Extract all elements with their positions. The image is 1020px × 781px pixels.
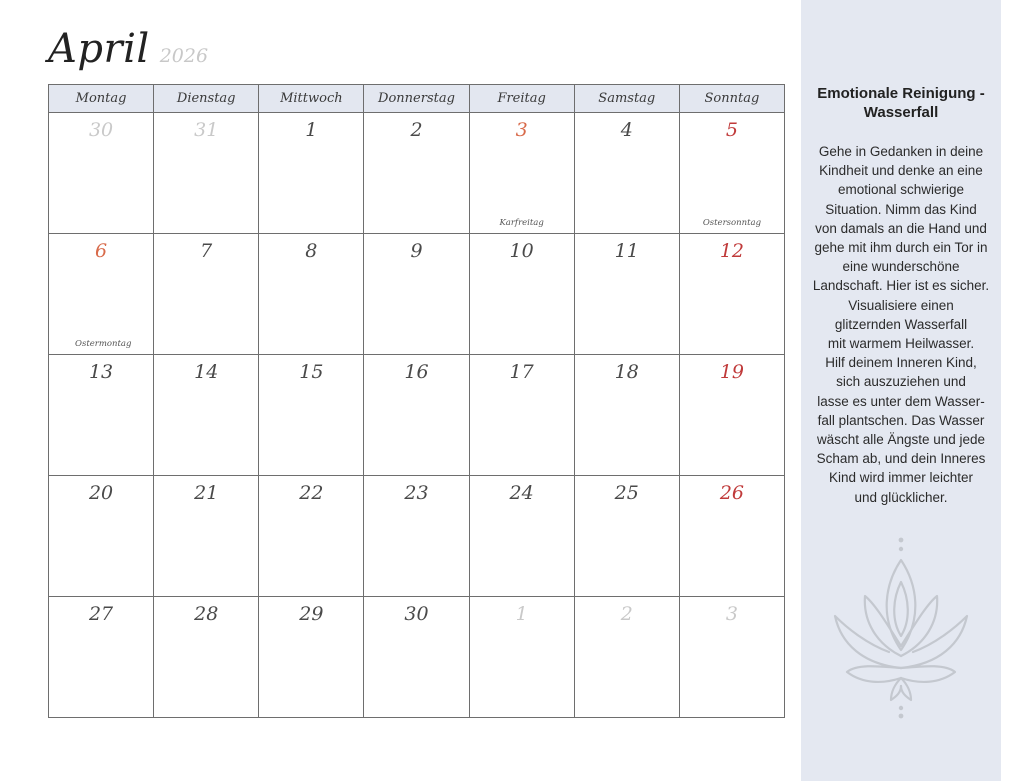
week-row — [49, 113, 785, 234]
exercise-text-line: Hilf deinem Inneren Kind, — [825, 355, 977, 371]
day-cell — [49, 113, 154, 234]
day-cell — [364, 355, 469, 476]
day-cell — [364, 113, 469, 234]
exercise-text-line: und glücklicher. — [854, 489, 948, 505]
exercise-text-line: emotional schwierige — [837, 182, 965, 198]
day-number: 20 — [88, 482, 114, 504]
exercise-text-line: Kindheit und denke an eine — [819, 163, 983, 179]
exercise-text-line: wäscht alle Ängste und jede — [816, 432, 986, 448]
day-number: 24 — [509, 482, 534, 504]
day-number: 3 — [515, 119, 528, 141]
day-cell — [679, 113, 784, 234]
weekday-header: Dienstag — [154, 85, 259, 113]
day-cell — [679, 476, 784, 597]
exercise-text-line: Situation. Nimm das Kind — [825, 201, 977, 217]
week-row — [49, 476, 785, 597]
day-cell — [469, 476, 574, 597]
day-number: 15 — [299, 361, 324, 383]
exercise-text-line: Visualisiere einen — [848, 297, 954, 313]
exercise-text-line: lasse es unter dem Wasser- — [817, 393, 985, 409]
day-cell — [154, 355, 259, 476]
exercise-text-line: fall plantschen. Das Wasser — [817, 412, 985, 428]
month-calendar-grid — [48, 84, 785, 718]
day-number: 26 — [719, 482, 745, 504]
day-number: 7 — [200, 240, 213, 262]
lotus-icon — [829, 532, 973, 722]
exercise-text-line: sich auszuziehen und — [836, 374, 966, 390]
day-cell — [154, 113, 259, 234]
sidebar-panel — [801, 0, 1001, 781]
day-cell — [259, 476, 364, 597]
calendar-title — [48, 26, 208, 70]
day-cell — [259, 113, 364, 234]
day-number: 29 — [299, 603, 324, 625]
holiday-label: Ostersonntag — [702, 218, 762, 228]
day-number: 17 — [509, 361, 534, 383]
exercise-text-line: mit warmem Heilwasser. — [827, 336, 975, 352]
day-cell — [49, 234, 154, 355]
day-number: 8 — [305, 240, 318, 262]
day-number: 10 — [509, 240, 534, 262]
exercise-text-line: gehe mit ihm durch ein Tor in — [814, 240, 988, 256]
day-cell — [574, 234, 679, 355]
weekday-header: Donnerstag — [364, 85, 469, 113]
weekday-header: Montag — [49, 85, 154, 113]
day-cell — [154, 597, 259, 718]
day-cell — [154, 234, 259, 355]
day-cell — [259, 355, 364, 476]
month-label: April — [48, 26, 150, 72]
year-label: 2026 — [159, 45, 209, 67]
holiday-label: Ostermontag — [75, 339, 132, 349]
exercise-text-line: Landschaft. Hier ist es sicher. — [812, 278, 990, 294]
day-number: 12 — [719, 240, 745, 262]
day-cell — [259, 597, 364, 718]
day-number: 16 — [404, 361, 429, 383]
day-number: 1 — [305, 119, 318, 141]
holiday-label: Karfreitag — [499, 218, 544, 228]
day-cell — [574, 355, 679, 476]
day-number: 13 — [88, 361, 114, 383]
day-number: 3 — [725, 603, 738, 625]
week-row — [49, 355, 785, 476]
exercise-text-line: eine wunderschöne — [842, 259, 960, 275]
day-cell — [679, 597, 784, 718]
weekday-header: Samstag — [574, 85, 679, 113]
exercise-text-line: glitzernden Wasserfall — [834, 316, 968, 332]
day-cell — [259, 234, 364, 355]
exercise-text-line: Scham ab, und dein Inneres — [816, 451, 986, 467]
day-number: 25 — [614, 482, 639, 504]
weekday-header: Freitag — [469, 85, 574, 113]
week-row — [49, 234, 785, 355]
day-number: 30 — [404, 603, 429, 625]
day-number: 2 — [620, 603, 633, 625]
day-cell — [49, 355, 154, 476]
day-cell — [469, 113, 574, 234]
exercise-text-line: Kind wird immer leichter — [828, 470, 974, 486]
weekday-header-row — [49, 85, 785, 113]
day-number: 30 — [88, 119, 114, 141]
day-cell — [49, 597, 154, 718]
day-cell — [154, 476, 259, 597]
day-cell — [679, 234, 784, 355]
day-cell — [574, 476, 679, 597]
day-number: 31 — [194, 119, 219, 141]
day-cell — [364, 476, 469, 597]
day-cell — [679, 355, 784, 476]
exercise-text-line: von damals an die Hand und — [815, 220, 987, 236]
day-cell — [364, 234, 469, 355]
day-number: 11 — [614, 240, 639, 262]
day-cell — [574, 597, 679, 718]
day-number: 14 — [194, 361, 219, 383]
day-cell — [469, 355, 574, 476]
day-cell — [574, 113, 679, 234]
weekday-header: Sonntag — [679, 85, 784, 113]
day-number: 9 — [410, 240, 423, 262]
day-number: 18 — [614, 361, 639, 383]
weekday-header: Mittwoch — [259, 85, 364, 113]
day-number: 27 — [88, 603, 114, 625]
day-number: 22 — [299, 482, 324, 504]
day-number: 28 — [194, 603, 219, 625]
exercise-text — [801, 142, 1001, 507]
day-cell — [364, 597, 469, 718]
day-cell — [469, 234, 574, 355]
day-number: 1 — [515, 603, 528, 625]
day-number: 2 — [410, 119, 423, 141]
exercise-text-line: Gehe in Gedanken in deine — [818, 144, 984, 159]
day-cell — [469, 597, 574, 718]
day-number: 21 — [194, 482, 219, 504]
week-row — [49, 597, 785, 718]
day-number: 19 — [719, 361, 745, 383]
day-number: 23 — [404, 482, 429, 504]
day-number: 4 — [620, 119, 633, 141]
day-number: 5 — [725, 119, 738, 141]
day-number: 6 — [95, 240, 108, 262]
exercise-title: Emotionale Reinigung - Wasserfall — [817, 85, 985, 121]
day-cell — [49, 476, 154, 597]
